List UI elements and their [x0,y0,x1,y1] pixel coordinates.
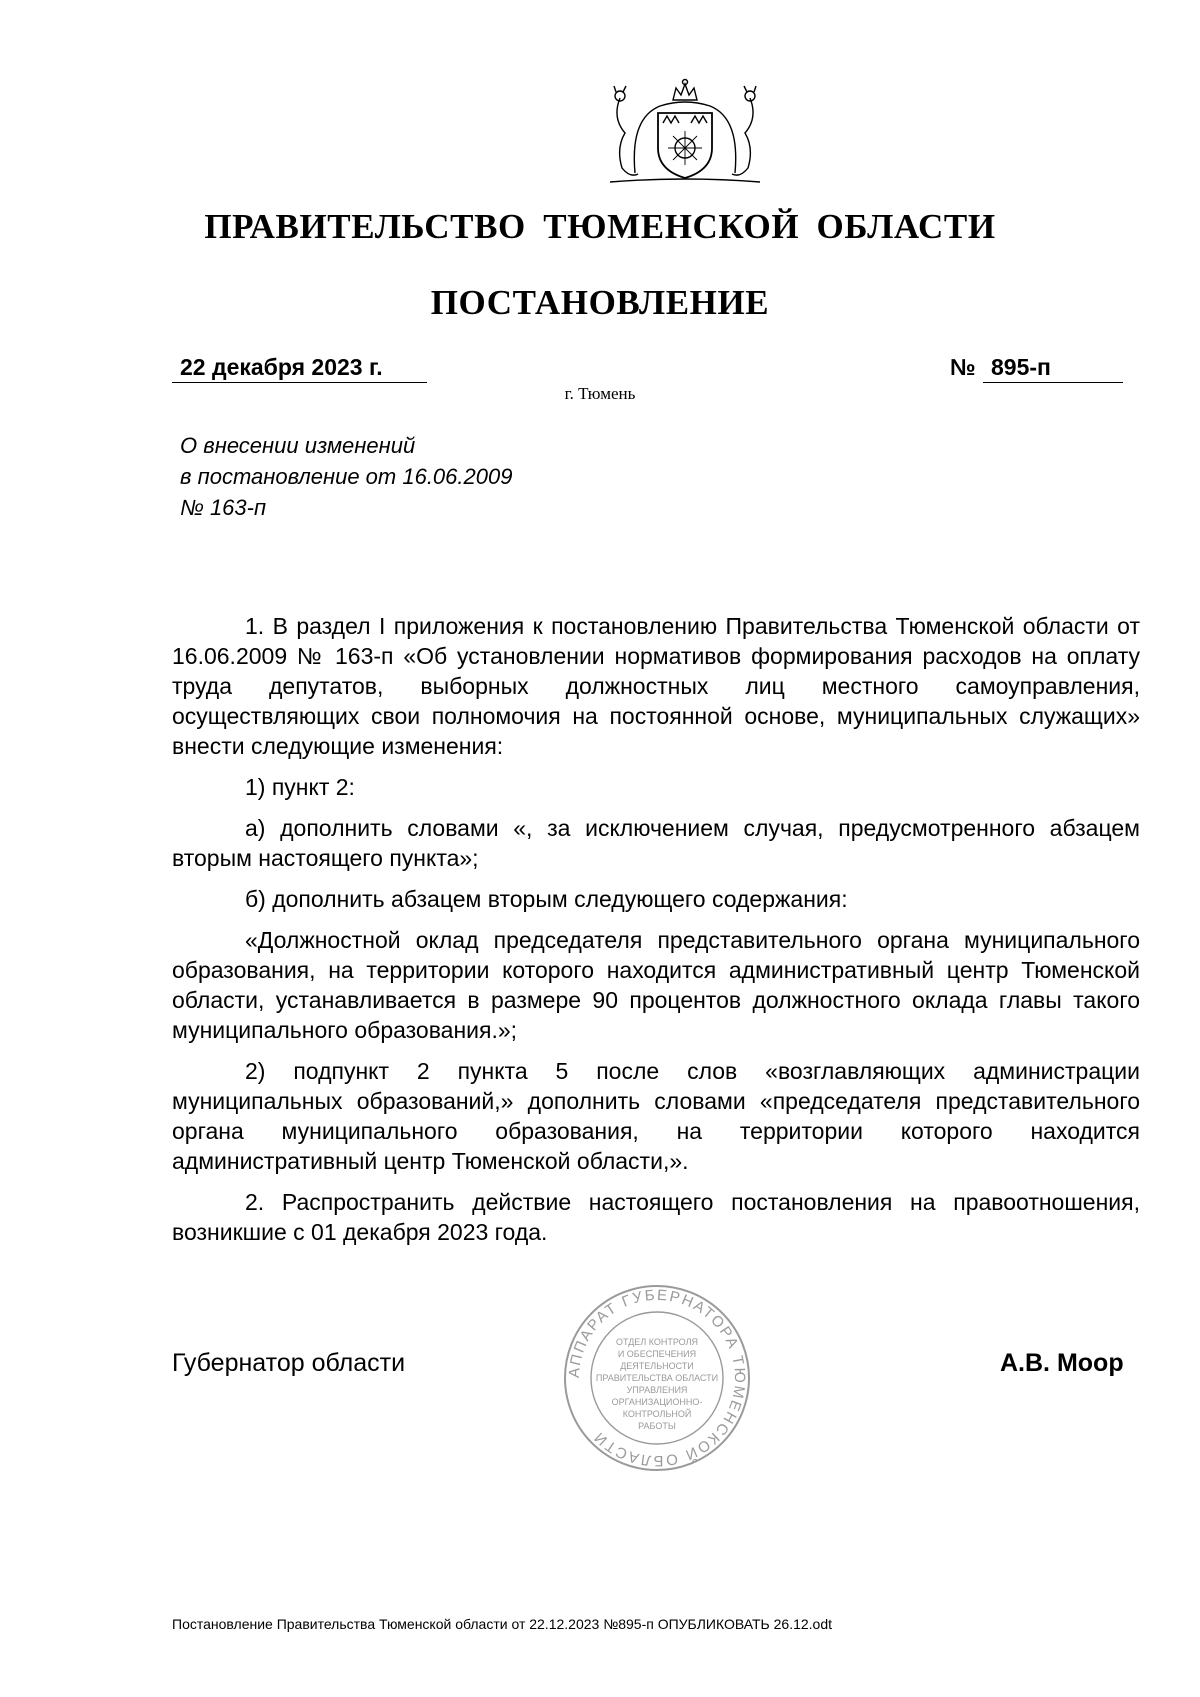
decree-body [172,611,1140,1258]
seal-inner-line: ОРГАНИЗАЦИОННО- [611,1397,703,1407]
body-paragraph: 2) подпункт 2 пункта 5 после слов «возглавляющих администрации муниципальных образований,» дополнить словами «председателя представительного органа муниципального образования, на территории которого находится административный центр Тюменской области,». [172,1058,1140,1174]
city: г. Тюмень [564,384,636,403]
body-paragraph: 1) пункт 2: [245,774,355,800]
seal-inner-line: ПРАВИТЕЛЬСТВА ОБЛАСТИ [595,1373,719,1383]
seal-inner-line: КОНТРОЛЬНОЙ [622,1409,692,1419]
decree-number: 895-п [983,354,1123,383]
body-paragraph: 1. В раздел I приложения к постановлению Правительства Тюменской области от 16.06.2009 № 163-п «Об установлении нормативов формирования расходов на оплату труда депутатов, выборных должностных лиц местного самоуправления, осуществляющих свои полномочия на постоянной основе, муниципальных служащих» внести следующие изменения: [172,613,1140,759]
seal-inner-line: РАБОТЫ [638,1421,676,1431]
seal-inner-line: УПРАВЛЕНИЯ [626,1385,688,1395]
seal-inner-line: ДЕЯТЕЛЬНОСТИ [620,1361,694,1371]
subject-line: в постановление от 16.06.2009 [180,464,513,489]
government-title: ПРАВИТЕЛЬСТВО ТЮМЕНСКОЙ ОБЛАСТИ [204,207,996,246]
body-paragraph: 2. Распространить действие настоящего постановления на правоотношения, возникшие с 01 декабря 2023 года. [172,1189,1140,1245]
decree-subject [180,430,680,523]
decree-date: 22 декабря 2023 г. [172,354,427,383]
seal-outer-text: АППАРАТ ГУБЕРНАТОРА ТЮМЕНСКОЙ ОБЛАСТИ [565,1286,749,1470]
seal-inner-line: И ОБЕСПЕЧЕНИЯ [617,1349,697,1359]
signatory-role: Губернатор области [172,1349,406,1377]
subject-line: № 163-п [180,495,267,520]
coat-of-arms-icon [590,78,780,188]
subject-line: О внесении изменений [180,433,416,458]
body-paragraph: б) дополнить абзацем вторым следующего содержания: [245,886,848,912]
body-paragraph: «Должностной оклад председателя представительного органа муниципального образования, на территории которого находится административный центр Тюменской области, устанавливается в размере 90 процентов должностного оклада главы такого муниципального образования.»; [172,927,1140,1043]
footer-filename: Постановление Правительства Тюменской области от 22.12.2023 №895-п ОПУБЛИКОВАТЬ 26.12.odt [172,1616,833,1632]
document-type: ПОСТАНОВЛЕНИЕ [430,283,770,322]
number-sign: № [950,354,976,380]
seal-inner-line: ОТДЕЛ КОНТРОЛЯ [616,1337,698,1347]
body-paragraph: а) дополнить словами «, за исключением случая, предусмотренного абзацем вторым настоящего пункта»; [172,815,1140,871]
signatory-name: А.В. Моор [1000,1349,1124,1377]
official-seal-icon [562,1283,752,1473]
